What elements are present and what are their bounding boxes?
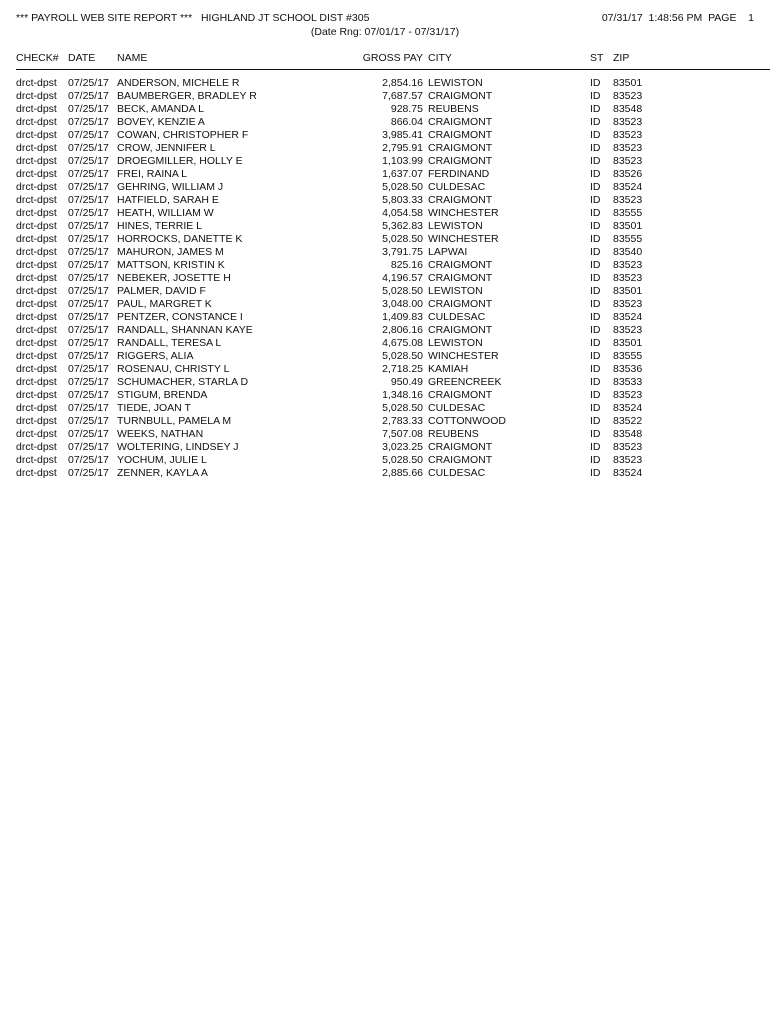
- row-name: PALMER, DAVID F: [117, 285, 206, 297]
- row-city: CRAIGMONT: [428, 116, 493, 128]
- row-check: drct-dpst: [16, 285, 57, 297]
- row-check: drct-dpst: [16, 441, 57, 453]
- row-date: 07/25/17: [68, 389, 109, 401]
- row-gross-pay: 4,675.08: [382, 337, 423, 349]
- row-st: ID: [590, 363, 601, 375]
- row-check: drct-dpst: [16, 259, 57, 271]
- row-name: HATFIELD, SARAH E: [117, 194, 219, 206]
- table-row: [0, 233, 770, 246]
- row-name: BOVEY, KENZIE A: [117, 116, 205, 128]
- row-check: drct-dpst: [16, 155, 57, 167]
- col-header-name: NAME: [117, 52, 148, 64]
- table-row: [0, 337, 770, 350]
- row-city: KAMIAH: [428, 363, 469, 375]
- row-check: drct-dpst: [16, 77, 57, 89]
- row-check: drct-dpst: [16, 194, 57, 206]
- row-name: ZENNER, KAYLA A: [117, 467, 208, 479]
- row-date: 07/25/17: [68, 428, 109, 440]
- row-gross-pay: 5,028.50: [382, 233, 423, 245]
- row-gross-pay: 1,103.99: [382, 155, 423, 167]
- row-st: ID: [590, 103, 601, 115]
- row-gross-pay: 950.49: [390, 376, 423, 388]
- row-check: drct-dpst: [16, 389, 57, 401]
- row-city: CRAIGMONT: [428, 90, 493, 102]
- row-name: RANDALL, TERESA L: [117, 337, 222, 349]
- row-check: drct-dpst: [16, 454, 57, 466]
- row-name: RANDALL, SHANNAN KAYE: [117, 324, 253, 336]
- row-st: ID: [590, 454, 601, 466]
- row-check: drct-dpst: [16, 376, 57, 388]
- row-city: CULDESAC: [428, 467, 486, 479]
- row-city: LEWISTON: [428, 337, 483, 349]
- row-name: HINES, TERRIE L: [117, 220, 202, 232]
- row-check: drct-dpst: [16, 350, 57, 362]
- row-date: 07/25/17: [68, 402, 109, 414]
- row-check: drct-dpst: [16, 168, 57, 180]
- row-name: DROEGMILLER, HOLLY E: [117, 155, 243, 167]
- row-zip: 83523: [613, 454, 643, 466]
- row-date: 07/25/17: [68, 285, 109, 297]
- row-zip: 83523: [613, 324, 643, 336]
- row-date: 07/25/17: [68, 207, 109, 219]
- row-city: FERDINAND: [428, 168, 490, 180]
- row-city: CULDESAC: [428, 181, 486, 193]
- row-gross-pay: 5,803.33: [382, 194, 423, 206]
- row-zip: 83524: [613, 181, 643, 193]
- row-date: 07/25/17: [68, 77, 109, 89]
- row-check: drct-dpst: [16, 415, 57, 427]
- row-st: ID: [590, 246, 601, 258]
- row-check: drct-dpst: [16, 181, 57, 193]
- row-date: 07/25/17: [68, 363, 109, 375]
- row-st: ID: [590, 389, 601, 401]
- row-date: 07/25/17: [68, 350, 109, 362]
- row-city: LEWISTON: [428, 285, 483, 297]
- row-city: REUBENS: [428, 428, 479, 440]
- row-city: CRAIGMONT: [428, 324, 493, 336]
- row-gross-pay: 7,687.57: [382, 90, 423, 102]
- row-check: drct-dpst: [16, 142, 57, 154]
- row-check: drct-dpst: [16, 298, 57, 310]
- row-st: ID: [590, 259, 601, 271]
- row-date: 07/25/17: [68, 441, 109, 453]
- row-date: 07/25/17: [68, 181, 109, 193]
- row-name: FREI, RAINA L: [117, 168, 188, 180]
- row-check: drct-dpst: [16, 467, 57, 479]
- row-st: ID: [590, 441, 601, 453]
- row-st: ID: [590, 194, 601, 206]
- row-name: YOCHUM, JULIE L: [117, 454, 207, 466]
- row-date: 07/25/17: [68, 246, 109, 258]
- row-gross-pay: 2,885.66: [382, 467, 423, 479]
- row-name: COWAN, CHRISTOPHER F: [117, 129, 249, 141]
- row-date: 07/25/17: [68, 415, 109, 427]
- row-st: ID: [590, 428, 601, 440]
- row-st: ID: [590, 181, 601, 193]
- row-date: 07/25/17: [68, 233, 109, 245]
- row-date: 07/25/17: [68, 376, 109, 388]
- row-gross-pay: 2,718.25: [382, 363, 423, 375]
- row-zip: 83555: [613, 233, 643, 245]
- row-zip: 83523: [613, 298, 643, 310]
- row-zip: 83523: [613, 272, 643, 284]
- table-row: [0, 90, 770, 103]
- row-date: 07/25/17: [68, 155, 109, 167]
- row-name: HEATH, WILLIAM W: [117, 207, 214, 219]
- row-st: ID: [590, 337, 601, 349]
- row-gross-pay: 7,507.08: [382, 428, 423, 440]
- row-zip: 83540: [613, 246, 643, 258]
- row-gross-pay: 5,362.83: [382, 220, 423, 232]
- row-gross-pay: 2,783.33: [382, 415, 423, 427]
- row-city: LEWISTON: [428, 77, 483, 89]
- row-st: ID: [590, 350, 601, 362]
- row-check: drct-dpst: [16, 90, 57, 102]
- table-row: [0, 376, 770, 389]
- row-name: SCHUMACHER, STARLA D: [117, 376, 249, 388]
- row-st: ID: [590, 311, 601, 323]
- row-st: ID: [590, 207, 601, 219]
- row-zip: 83524: [613, 467, 643, 479]
- row-name: RIGGERS, ALIA: [117, 350, 194, 362]
- report-run-info: 07/31/17 1:48:56 PM PAGE 1: [601, 12, 754, 24]
- col-header-city: CITY: [428, 52, 452, 64]
- row-date: 07/25/17: [68, 116, 109, 128]
- row-zip: 83523: [613, 142, 643, 154]
- row-zip: 83555: [613, 207, 643, 219]
- row-city: CULDESAC: [428, 402, 486, 414]
- row-check: drct-dpst: [16, 402, 57, 414]
- row-gross-pay: 3,023.25: [382, 441, 423, 453]
- table-row: [0, 350, 770, 363]
- row-city: LEWISTON: [428, 220, 483, 232]
- row-check: drct-dpst: [16, 311, 57, 323]
- row-city: CRAIGMONT: [428, 142, 493, 154]
- row-date: 07/25/17: [68, 129, 109, 141]
- row-city: WINCHESTER: [428, 350, 499, 362]
- row-name: ROSENAU, CHRISTY L: [117, 363, 230, 375]
- table-row: [0, 116, 770, 129]
- row-city: CRAIGMONT: [428, 155, 493, 167]
- row-zip: 83523: [613, 259, 643, 271]
- table-row: [0, 467, 770, 480]
- table-row: [0, 103, 770, 116]
- row-city: GREENCREEK: [428, 376, 502, 388]
- table-row: [0, 363, 770, 376]
- row-st: ID: [590, 90, 601, 102]
- row-zip: 83523: [613, 441, 643, 453]
- row-date: 07/25/17: [68, 103, 109, 115]
- col-header-st: ST: [590, 52, 604, 64]
- row-name: HORROCKS, DANETTE K: [117, 233, 243, 245]
- row-name: STIGUM, BRENDA: [117, 389, 208, 401]
- row-name: NEBEKER, JOSETTE H: [117, 272, 231, 284]
- row-zip: 83523: [613, 155, 643, 167]
- row-date: 07/25/17: [68, 259, 109, 271]
- row-gross-pay: 2,795.91: [382, 142, 423, 154]
- row-check: drct-dpst: [16, 233, 57, 245]
- row-city: CULDESAC: [428, 311, 486, 323]
- table-row: [0, 272, 770, 285]
- row-gross-pay: 2,854.16: [382, 77, 423, 89]
- row-check: drct-dpst: [16, 363, 57, 375]
- row-date: 07/25/17: [68, 142, 109, 154]
- row-date: 07/25/17: [68, 220, 109, 232]
- row-gross-pay: 5,028.50: [382, 402, 423, 414]
- row-gross-pay: 5,028.50: [382, 285, 423, 297]
- row-zip: 83523: [613, 116, 643, 128]
- row-st: ID: [590, 168, 601, 180]
- row-city: CRAIGMONT: [428, 272, 493, 284]
- row-st: ID: [590, 298, 601, 310]
- row-city: LAPWAI: [428, 246, 468, 258]
- row-name: PAUL, MARGRET K: [117, 298, 212, 310]
- table-row: [0, 389, 770, 402]
- table-row: [0, 259, 770, 272]
- table-row: [0, 454, 770, 467]
- row-check: drct-dpst: [16, 272, 57, 284]
- payroll-table: [0, 77, 770, 480]
- row-check: drct-dpst: [16, 103, 57, 115]
- row-zip: 83533: [613, 376, 643, 388]
- row-check: drct-dpst: [16, 207, 57, 219]
- row-date: 07/25/17: [68, 298, 109, 310]
- row-date: 07/25/17: [68, 467, 109, 479]
- row-name: MAHURON, JAMES M: [117, 246, 224, 258]
- row-city: CRAIGMONT: [428, 389, 493, 401]
- row-st: ID: [590, 467, 601, 479]
- row-zip: 83524: [613, 311, 643, 323]
- row-date: 07/25/17: [68, 324, 109, 336]
- row-name: GEHRING, WILLIAM J: [117, 181, 224, 193]
- row-st: ID: [590, 220, 601, 232]
- report-title: *** PAYROLL WEB SITE REPORT *** HIGHLAND JT SCHOOL DIST #305: [16, 12, 370, 24]
- row-gross-pay: 3,985.41: [382, 129, 423, 141]
- row-check: drct-dpst: [16, 129, 57, 141]
- table-row: [0, 246, 770, 259]
- row-name: BAUMBERGER, BRADLEY R: [117, 90, 257, 102]
- row-city: WINCHESTER: [428, 207, 499, 219]
- row-st: ID: [590, 142, 601, 154]
- row-gross-pay: 825.16: [390, 259, 423, 271]
- row-date: 07/25/17: [68, 90, 109, 102]
- row-date: 07/25/17: [68, 337, 109, 349]
- table-row: [0, 311, 770, 324]
- row-zip: 83536: [613, 363, 643, 375]
- row-gross-pay: 1,409.83: [382, 311, 423, 323]
- row-st: ID: [590, 324, 601, 336]
- row-city: CRAIGMONT: [428, 441, 493, 453]
- row-st: ID: [590, 402, 601, 414]
- row-zip: 83523: [613, 129, 643, 141]
- table-row: [0, 220, 770, 233]
- row-st: ID: [590, 415, 601, 427]
- header-rule: [16, 69, 770, 70]
- row-st: ID: [590, 77, 601, 89]
- row-name: PENTZER, CONSTANCE I: [117, 311, 243, 323]
- row-date: 07/25/17: [68, 311, 109, 323]
- row-st: ID: [590, 155, 601, 167]
- row-gross-pay: 1,348.16: [382, 389, 423, 401]
- row-check: drct-dpst: [16, 220, 57, 232]
- row-gross-pay: 4,196.57: [382, 272, 423, 284]
- row-gross-pay: 4,054.58: [382, 207, 423, 219]
- row-date: 07/25/17: [68, 272, 109, 284]
- row-name: ANDERSON, MICHELE R: [117, 77, 240, 89]
- table-row: [0, 168, 770, 181]
- table-row: [0, 324, 770, 337]
- row-zip: 83523: [613, 194, 643, 206]
- row-gross-pay: 928.75: [390, 103, 423, 115]
- row-check: drct-dpst: [16, 324, 57, 336]
- row-st: ID: [590, 376, 601, 388]
- table-row: [0, 415, 770, 428]
- row-zip: 83555: [613, 350, 643, 362]
- row-gross-pay: 5,028.50: [382, 181, 423, 193]
- row-name: WOLTERING, LINDSEY J: [117, 441, 239, 453]
- row-name: WEEKS, NATHAN: [117, 428, 204, 440]
- row-zip: 83522: [613, 415, 643, 427]
- table-row: [0, 298, 770, 311]
- row-st: ID: [590, 116, 601, 128]
- table-row: [0, 155, 770, 168]
- row-zip: 83501: [613, 337, 643, 349]
- row-check: drct-dpst: [16, 116, 57, 128]
- row-zip: 83523: [613, 90, 643, 102]
- row-zip: 83501: [613, 220, 643, 232]
- table-row: [0, 181, 770, 194]
- row-gross-pay: 3,791.75: [382, 246, 423, 258]
- table-row: [0, 207, 770, 220]
- table-row: [0, 402, 770, 415]
- row-zip: 83548: [613, 103, 643, 115]
- row-zip: 83501: [613, 77, 643, 89]
- row-zip: 83526: [613, 168, 643, 180]
- row-city: CRAIGMONT: [428, 194, 493, 206]
- col-header-check: CHECK#: [16, 52, 59, 64]
- row-city: CRAIGMONT: [428, 298, 493, 310]
- table-row: [0, 441, 770, 454]
- table-row: [0, 129, 770, 142]
- row-date: 07/25/17: [68, 454, 109, 466]
- row-check: drct-dpst: [16, 337, 57, 349]
- row-date: 07/25/17: [68, 194, 109, 206]
- column-headers: [0, 52, 770, 66]
- row-city: COTTONWOOD: [428, 415, 506, 427]
- table-row: [0, 428, 770, 441]
- row-name: TURNBULL, PAMELA M: [117, 415, 232, 427]
- date-range: (Date Rng: 07/01/17 - 07/31/17): [310, 26, 460, 38]
- row-zip: 83501: [613, 285, 643, 297]
- table-row: [0, 142, 770, 155]
- row-name: CROW, JENNIFER L: [117, 142, 216, 154]
- row-gross-pay: 866.04: [390, 116, 423, 128]
- row-st: ID: [590, 285, 601, 297]
- row-city: CRAIGMONT: [428, 259, 493, 271]
- row-gross-pay: 1,637.07: [382, 168, 423, 180]
- col-header-date: DATE: [68, 52, 96, 64]
- row-date: 07/25/17: [68, 168, 109, 180]
- table-row: [0, 194, 770, 207]
- row-check: drct-dpst: [16, 246, 57, 258]
- col-header-zip: ZIP: [613, 52, 630, 64]
- table-row: [0, 285, 770, 298]
- row-zip: 83523: [613, 389, 643, 401]
- row-zip: 83524: [613, 402, 643, 414]
- row-gross-pay: 5,028.50: [382, 454, 423, 466]
- row-st: ID: [590, 272, 601, 284]
- row-st: ID: [590, 233, 601, 245]
- col-header-gross-pay: GROSS PAY: [362, 52, 423, 64]
- row-check: drct-dpst: [16, 428, 57, 440]
- row-name: MATTSON, KRISTIN K: [117, 259, 225, 271]
- row-name: BECK, AMANDA L: [117, 103, 204, 115]
- row-gross-pay: 3,048.00: [382, 298, 423, 310]
- table-row: [0, 77, 770, 90]
- row-zip: 83548: [613, 428, 643, 440]
- row-city: CRAIGMONT: [428, 129, 493, 141]
- row-city: CRAIGMONT: [428, 454, 493, 466]
- row-gross-pay: 5,028.50: [382, 350, 423, 362]
- row-name: TIEDE, JOAN T: [117, 402, 191, 414]
- row-city: REUBENS: [428, 103, 479, 115]
- row-city: WINCHESTER: [428, 233, 499, 245]
- row-gross-pay: 2,806.16: [382, 324, 423, 336]
- row-st: ID: [590, 129, 601, 141]
